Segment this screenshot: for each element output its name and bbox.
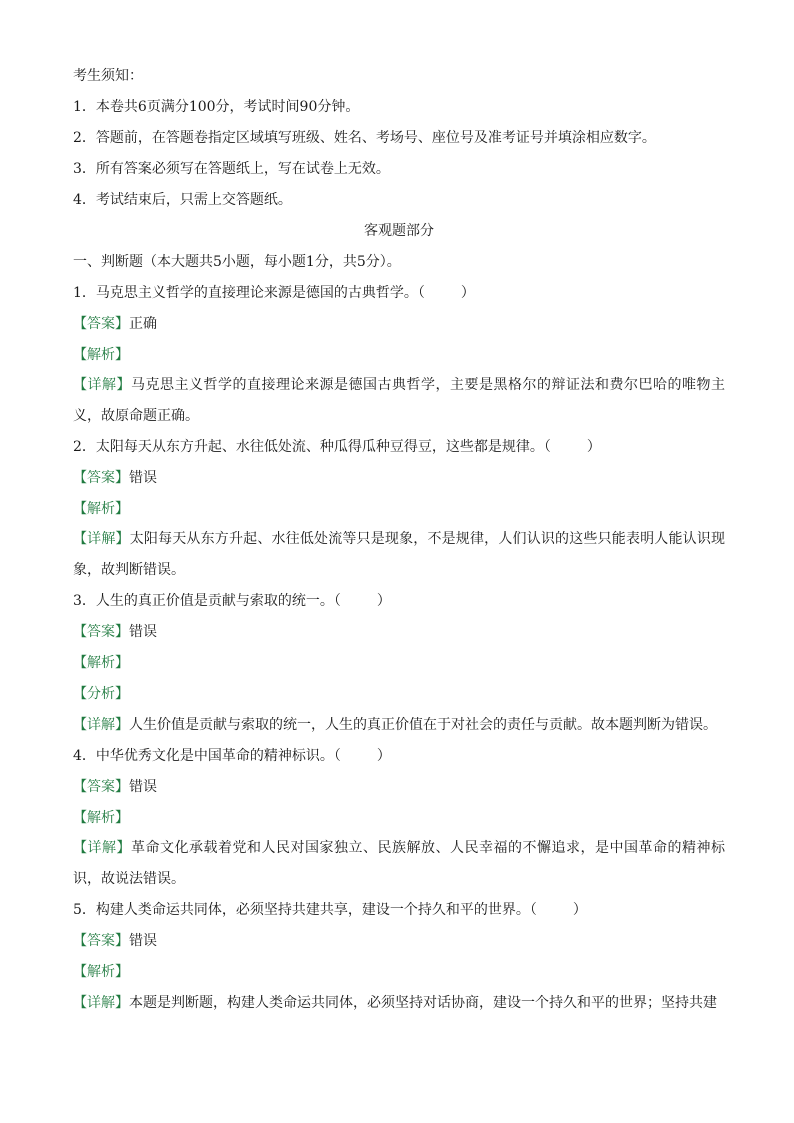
analysis-label: 【解析】 (73, 347, 129, 363)
analysis-label: 【解析】 (73, 964, 129, 980)
detail-text: 马克思主义哲学的直接理论来源是德国古典哲学，主要是黑格尔的辩证法和费尔巴哈的唯物主义，故原命题正确。 (73, 377, 725, 424)
question-3-analysis (73, 653, 725, 673)
question-stem-text: 1．马克思主义哲学的直接理论来源是德国的古典哲学。（ (73, 285, 425, 301)
notice-item-4: 4．考试结束后，只需上交答题纸。 (73, 192, 292, 208)
answer-label: 【答案】 (73, 779, 129, 795)
question-2-analysis (73, 499, 725, 519)
detail-text: 本题是判断题，构建人类命运共同体，必须坚持对话协商，建设一个持久和平的世界；坚持共建 (129, 995, 717, 1011)
question-4-stem (73, 746, 725, 766)
question-1-answer (73, 314, 725, 334)
section-title: 客观题部分 (364, 223, 434, 239)
question-1-stem (73, 283, 725, 303)
page-content (73, 66, 725, 1024)
notice-item-1: 1．本卷共6页满分100分，考试时间90分钟。 (73, 99, 360, 115)
answer-value: 正确 (129, 316, 157, 332)
question-stem-text: 5．构建人类命运共同体，必须坚持共建共享，建设一个持久和平的世界。（ (73, 902, 537, 918)
question-4-detail (73, 833, 725, 895)
question-stem-end: ） (376, 748, 391, 764)
notice-item-2: 2．答题前，在答题卷指定区域填写班级、姓名、考场号、座位号及准考证号并填涂相应数字。 (73, 130, 656, 146)
analysis-label: 【解析】 (73, 655, 129, 671)
detail-label: 【详解】 (73, 531, 130, 547)
question-3-fenxi (73, 684, 725, 704)
detail-text: 人生价值是贡献与索取的统一，人生的真正价值在于对社会的责任与贡献。故本题判断为错误。 (129, 717, 717, 733)
answer-label: 【答案】 (73, 316, 129, 332)
detail-label: 【详解】 (73, 377, 131, 393)
detail-text: 太阳每天从东方升起、水往低处流等只是现象，不是规律，人们认识的这些只能表明人能认识现象，故判断错误。 (73, 531, 726, 578)
detail-text: 革命文化承载着党和人民对国家独立、民族解放、人民幸福的不懈追求，是中国革命的精神标识，故说法错误。 (73, 840, 725, 887)
answer-value: 错误 (129, 779, 157, 795)
question-stem-end: ） (586, 439, 601, 455)
question-1-analysis (73, 345, 725, 365)
question-5-analysis (73, 962, 725, 982)
analysis-label: 【解析】 (73, 501, 129, 517)
question-5-detail (73, 993, 725, 1013)
question-stem-text: 2．太阳每天从东方升起、水往低处流、种瓜得瓜种豆得豆，这些都是规律。（ (73, 439, 551, 455)
detail-label: 【详解】 (73, 840, 131, 856)
question-stem-end: ） (572, 902, 587, 918)
detail-label: 【详解】 (73, 717, 129, 733)
question-4-analysis (73, 808, 725, 828)
detail-label: 【详解】 (73, 995, 129, 1011)
question-5-answer (73, 931, 725, 951)
notice-item-3: 3．所有答案必须写在答题纸上，写在试卷上无效。 (73, 161, 390, 177)
question-3-answer (73, 622, 725, 642)
answer-value: 错误 (129, 470, 157, 486)
question-3-stem (73, 591, 725, 611)
fenxi-label: 【分析】 (73, 686, 129, 702)
part-title: 一、判断题（本大题共5小题，每小题1分，共5分）。 (73, 254, 401, 270)
answer-value: 错误 (129, 624, 157, 640)
question-5-stem (73, 900, 725, 920)
question-stem-text: 4．中华优秀文化是中国革命的精神标识。（ (73, 748, 341, 764)
question-stem-text: 3．人生的真正价值是贡献与索取的统一。（ (73, 593, 341, 609)
answer-label: 【答案】 (73, 470, 129, 486)
question-2-detail (73, 524, 725, 586)
answer-label: 【答案】 (73, 624, 129, 640)
notice-title: 考生须知： (73, 68, 143, 84)
analysis-label: 【解析】 (73, 810, 129, 826)
answer-label: 【答案】 (73, 933, 129, 949)
question-2-answer (73, 468, 725, 488)
answer-value: 错误 (129, 933, 157, 949)
question-stem-end: ） (376, 593, 391, 609)
question-4-answer (73, 777, 725, 797)
question-3-detail (73, 715, 725, 735)
question-2-stem (73, 437, 725, 457)
question-stem-end: ） (460, 285, 475, 301)
question-1-detail (73, 370, 725, 432)
